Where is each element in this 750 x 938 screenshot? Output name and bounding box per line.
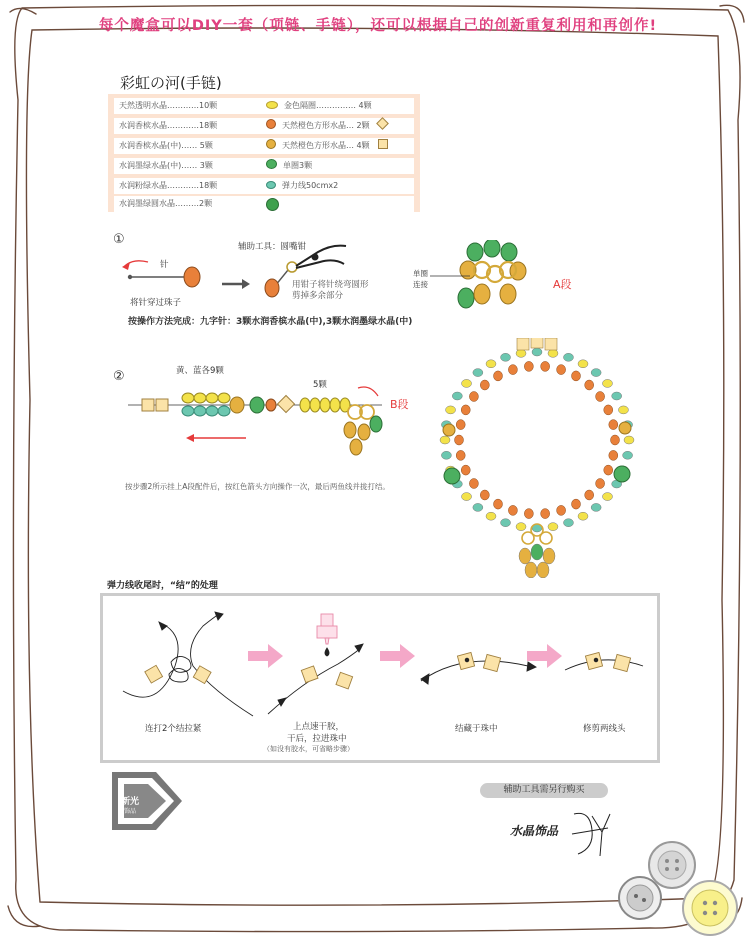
bead <box>602 493 612 501</box>
pendant-bead <box>543 548 555 564</box>
pendant-bead <box>519 548 531 564</box>
bead <box>609 420 618 430</box>
green-round-bead-icon <box>266 198 279 211</box>
bead <box>609 450 618 460</box>
material-cell: 水润粉绿水晶…………18颗 <box>114 178 261 194</box>
bead <box>461 465 470 475</box>
green-bead <box>444 468 460 484</box>
step2-label: 黄、蓝各9颗 <box>176 366 224 376</box>
gold-spacer-icon <box>266 101 278 109</box>
bead <box>604 405 613 415</box>
bead <box>541 361 550 371</box>
pink-arrow <box>248 644 283 668</box>
pliers-icon <box>296 246 346 268</box>
part-a-label: A段 <box>553 278 572 291</box>
bead <box>585 380 594 390</box>
pink-arrow <box>380 644 415 668</box>
knot-caption: 连打2个结拉紧 <box>145 724 202 734</box>
material-cell <box>260 98 414 114</box>
pendant-bead <box>537 562 549 578</box>
material-label: 弹力线50cmx2 <box>282 181 339 190</box>
material-cell: 天然透明水晶…………10颗 <box>114 98 261 114</box>
bead <box>462 493 472 501</box>
material-cell: 水润香槟水晶(中)…… 5颗 <box>114 138 261 154</box>
tool-title: 辅助工具：圆嘴钳 <box>238 242 307 252</box>
material-cell <box>260 138 414 154</box>
amber-bead <box>443 424 455 436</box>
bead <box>602 379 612 387</box>
needle-head <box>128 275 132 279</box>
bead <box>456 420 465 430</box>
teal-bead-icon <box>266 181 276 189</box>
bead <box>462 379 472 387</box>
bead <box>452 392 462 400</box>
materials-table <box>108 94 420 212</box>
bead <box>611 435 620 445</box>
amber-bead <box>619 422 631 434</box>
arrow-head <box>186 434 194 442</box>
glue-illustration <box>268 614 363 714</box>
knot-section-title: 弹力线收尾时，“结”的处理 <box>107 581 218 591</box>
bead <box>585 490 594 500</box>
square-bead-icon <box>378 139 388 149</box>
tool-note: 用钳子将针绕弯圆形 <box>292 280 369 290</box>
bead <box>494 499 503 509</box>
pendant-bead <box>531 544 543 560</box>
bead <box>604 465 613 475</box>
badge-line: 新光 <box>121 797 140 807</box>
material-label: 天然橙色方形水晶… 2颗 <box>282 121 370 130</box>
bent-loop <box>287 262 297 272</box>
bead <box>473 503 483 511</box>
brand-badge <box>108 768 186 834</box>
arrow-head <box>122 262 130 270</box>
bead <box>572 371 581 381</box>
knot-caption: 上点速干胶， <box>293 722 345 732</box>
page-title: 彩虹の河(手链) <box>120 74 222 92</box>
gold-ring <box>522 532 534 544</box>
bead <box>441 451 451 459</box>
material-cell <box>260 158 414 174</box>
bead <box>524 361 533 371</box>
bead <box>486 512 496 520</box>
material-cell: 水润香槟水晶…………18颗 <box>114 118 261 134</box>
bead <box>501 519 511 527</box>
bead <box>486 360 496 368</box>
bead <box>591 503 601 511</box>
green-bead <box>614 466 630 482</box>
amber-bead-icon <box>266 139 276 149</box>
bead <box>469 392 478 402</box>
bead <box>557 505 566 515</box>
bead <box>623 451 633 459</box>
bead <box>548 523 558 531</box>
bead <box>508 365 517 375</box>
step1-illustration <box>110 240 570 320</box>
button-icon <box>683 881 737 935</box>
arrow-head <box>242 279 250 289</box>
bead <box>501 353 511 361</box>
knot-caption: 修剪两线头 <box>583 724 626 734</box>
logo-mark <box>570 808 614 858</box>
bead <box>455 435 464 445</box>
material-label: 金色隔圈…………… 4颗 <box>284 101 372 110</box>
material-label: 单圈3颗 <box>283 161 313 170</box>
buy-note: 辅助工具需另行购买 <box>480 783 608 798</box>
bead <box>446 406 456 414</box>
bead-strand <box>142 393 382 455</box>
material-cell: 水润墨绿水晶(中)…… 3颗 <box>114 158 261 174</box>
material-label: 天然橙色方形水晶… 4颗 <box>282 141 370 150</box>
material-cell <box>260 178 414 194</box>
bead <box>557 365 566 375</box>
knot-tied-illustration <box>123 612 253 716</box>
banner-text: 每个魔盒可以DIY一套（项链、手链），还可以根据自己的创新重复利用和再创作! <box>98 18 658 34</box>
orange-bead <box>265 279 279 297</box>
bead <box>461 405 470 415</box>
bead <box>591 369 601 377</box>
knot-caption: 结藏于珠中 <box>455 724 498 734</box>
bead <box>596 478 605 488</box>
material-cell <box>260 196 414 212</box>
orange-bead-icon <box>266 119 276 129</box>
diamond-bead-icon <box>376 117 389 130</box>
ring-label: 单圈 <box>413 269 428 278</box>
step-number: ② <box>113 369 125 384</box>
badge-line: 饰品 <box>124 808 137 815</box>
bead <box>516 523 526 531</box>
material-cell <box>260 118 414 134</box>
logo-text: 水晶饰品 <box>510 824 559 838</box>
decorative-buttons <box>612 838 750 938</box>
bead <box>480 490 489 500</box>
part-b-label: B段 <box>390 398 409 411</box>
bead <box>480 380 489 390</box>
a-segment-cluster <box>430 240 526 308</box>
bead <box>456 450 465 460</box>
bead <box>440 436 450 444</box>
trimmed-illustration <box>565 652 643 671</box>
bead <box>524 509 533 519</box>
bead <box>473 369 483 377</box>
gold-ring <box>540 532 552 544</box>
square-bead <box>517 338 529 350</box>
bead <box>578 360 588 368</box>
step1-instruction: 按操作方法完成：九字针：3颗水润香槟水晶(中),3颗水润墨绿水晶(中) <box>128 317 413 327</box>
bead <box>612 392 622 400</box>
bead <box>624 436 634 444</box>
bead <box>563 353 573 361</box>
bead <box>596 392 605 402</box>
needle-label: 针 <box>160 260 169 270</box>
bead <box>548 349 558 357</box>
material-cell: 水润墨绿圆水晶………2颗 <box>114 196 261 212</box>
step-number: ① <box>113 232 125 247</box>
bead <box>618 406 628 414</box>
step2-strand <box>120 380 400 470</box>
button-icon <box>619 877 661 919</box>
knot-hidden-illustration <box>421 652 536 684</box>
bead <box>508 505 517 515</box>
tool-note: 剪掉多余部分 <box>292 291 344 301</box>
bead <box>572 499 581 509</box>
step2-note: 按步骤2所示挂上A段配件后，按红色箭头方向操作一次，最后两鱼线并拢打结。 <box>125 482 390 491</box>
bead <box>532 348 542 356</box>
button-icon <box>649 842 695 888</box>
bead <box>516 349 526 357</box>
bead <box>469 478 478 488</box>
knot-steps-box <box>100 593 660 763</box>
knot-illustrations <box>103 596 657 760</box>
green-bead-icon <box>266 159 277 169</box>
finished-bracelet <box>430 338 645 578</box>
red-curve-arrow <box>358 387 378 396</box>
bead <box>494 371 503 381</box>
square-bead <box>545 338 557 350</box>
bead <box>578 512 588 520</box>
step2-label: 5颗 <box>313 380 327 390</box>
ring-label: 连接 <box>413 280 428 289</box>
knot-caption: 干后，拉进珠中 <box>287 734 347 744</box>
orange-bead <box>184 267 200 287</box>
knot-caption-note: （如没有胶水，可省略步骤） <box>263 745 354 753</box>
bead <box>541 509 550 519</box>
thread-caption: 将针穿过珠子 <box>130 298 182 308</box>
pendant-bead <box>525 562 537 578</box>
square-bead <box>531 338 543 348</box>
bead <box>563 519 573 527</box>
